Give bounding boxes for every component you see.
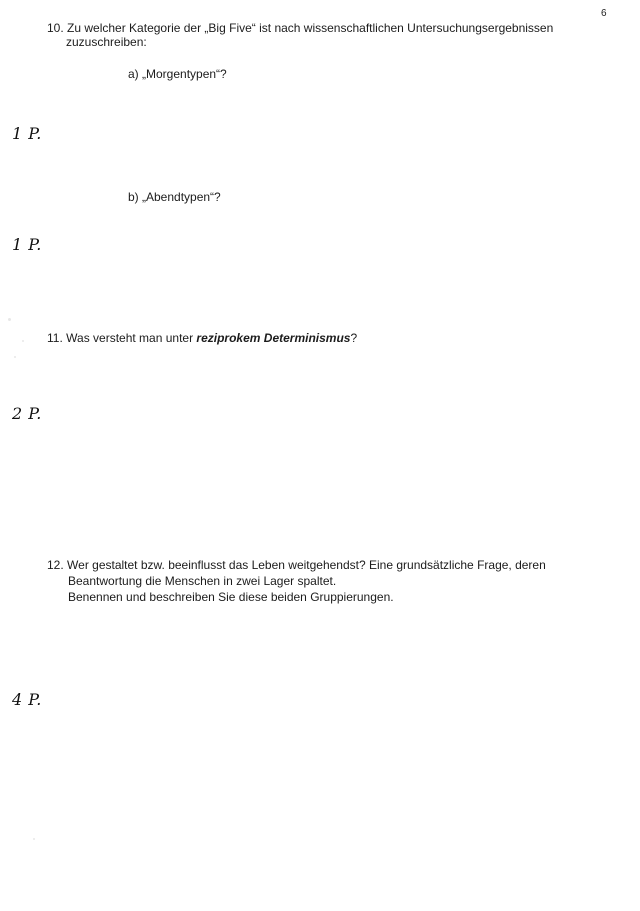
page-number: 6: [601, 8, 607, 19]
question-number: 10.: [47, 21, 64, 35]
question-text: Was versteht man unter: [66, 331, 197, 345]
question-text-line-1: Zu welcher Kategorie der „Big Five“ ist nach wissenschaftlichen Untersuchungsergebnissen: [67, 21, 554, 35]
question-11: [47, 330, 357, 346]
question-text-line-3: Benennen und beschreiben Sie diese beiden Gruppierungen.: [68, 590, 394, 604]
points-label: 1 P.: [12, 124, 42, 143]
points-label: 2 P.: [12, 404, 42, 423]
question-text-line-1: Wer gestaltet bzw. beeinflusst das Leben weitgehendst? Eine grundsätzliche Frage, deren: [67, 558, 546, 572]
points-label: 1 P.: [12, 235, 42, 254]
scan-speckle: [22, 340, 24, 342]
subquestion-a: a) „Morgentypen“?: [128, 67, 227, 81]
scan-speckle: [33, 838, 35, 840]
scan-speckle: [14, 356, 16, 358]
question-12: [47, 557, 627, 573]
subquestion-b: b) „Abendtypen“?: [128, 190, 221, 204]
question-number: 12.: [47, 558, 64, 572]
points-label: 4 P.: [12, 690, 42, 709]
question-emphasis: reziprokem Determinismus: [196, 331, 351, 345]
question-text-line-2: Beantwortung die Menschen in zwei Lager spaltet.: [68, 574, 337, 588]
question-text-line-2: zuzuschreiben:: [66, 35, 147, 49]
question-number: 11.: [47, 331, 63, 345]
question-text-end: ?: [350, 331, 358, 345]
scan-speckle: [8, 318, 11, 321]
